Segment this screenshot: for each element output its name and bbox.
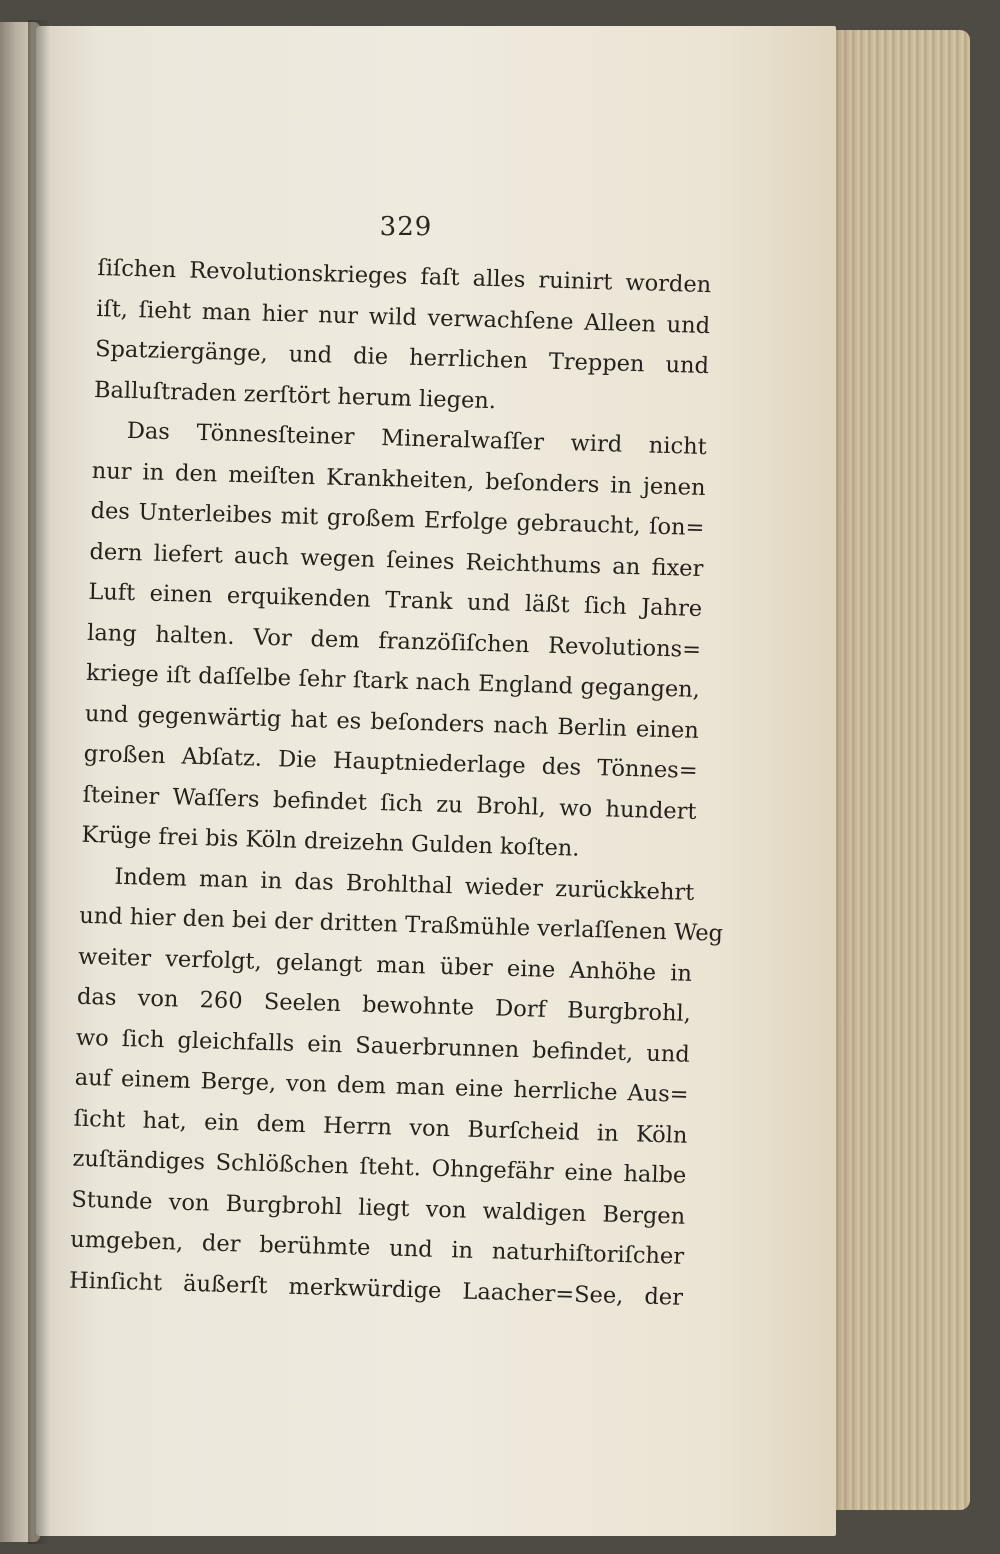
text-line: dern liefert auch wegen ſeines Reichthums an fixer <box>89 538 704 582</box>
text-line: Hinſicht äußerſt merkwürdige Laacher=See, der <box>68 1267 684 1311</box>
page-number: 329 <box>379 212 433 242</box>
text-line: Indem man in das Brohlthal wieder zurückkehrt <box>114 863 695 906</box>
text-line: iſt, ſieht man hier nur wild verwachſene Alleen und <box>95 295 711 339</box>
text-line: weiter verfolgt, gelangt man über eine Anhöhe in <box>77 943 693 987</box>
text-line: Stunde von Burgbrohl liegt von waldigen Bergen <box>71 1186 686 1230</box>
text-line: Spatziergänge, und die herrlichen Treppen und <box>94 335 710 380</box>
text-line: wo ſich gleichfalls ein Sauerbrunnen befindet, und <box>75 1024 691 1068</box>
text-line: und gegenwärtig hat es beſonders nach Berlin einen <box>84 700 700 744</box>
text-line: zuſtändiges Schlößchen ſteht. Ohngefähr eine halbe <box>72 1145 687 1189</box>
text-line: großen Abſatz. Die Hauptniederlage des Tönnes= <box>83 740 698 784</box>
page-text <box>68 248 724 1318</box>
text-line: des Unterleibes mit großem Erfolge gebraucht, ſon= <box>90 497 705 542</box>
text-line: auf einem Berge, von dem man eine herrliche Aus= <box>74 1064 689 1108</box>
spine-shadow <box>28 20 50 1544</box>
text-line: Balluſtraden zerſtört herum liegen. <box>93 376 497 414</box>
book-page <box>36 26 836 1536</box>
text-line: das von 260 Seelen bewohnte Dorf Burgbrohl, <box>76 983 692 1027</box>
text-line: nur in den meiſten Krankheiten, beſonders in jenen <box>91 457 706 501</box>
text-line: kriege iſt daſſelbe ſehr ſtark nach England gegangen, <box>85 659 701 703</box>
text-line: Luft einen erquikenden Trank und läßt ſich Jahre <box>88 578 703 623</box>
text-line: lang halten. Vor dem franzöſiſchen Revolutions= <box>86 619 702 663</box>
text-line: Das Tönnesſteiner Mineralwaſſer wird nicht <box>126 417 708 461</box>
text-line: ſicht hat, ein dem Herrn von Burſcheid in Köln <box>73 1105 688 1149</box>
text-line: Krüge frei bis Köln dreizehn Gulden koſten. <box>81 821 580 862</box>
text-line: ſteiner Waſſers befindet ſich zu Brohl, wo hundert <box>82 781 697 825</box>
text-line: ſiſchen Revolutionskrieges faſt alles ruinirt worden <box>97 254 712 299</box>
text-line: umgeben, der berühmte und in naturhiſtoriſcher <box>69 1226 685 1270</box>
text-line: und hier den bei der dritten Traßmühle verlaſſenen Weg <box>78 902 724 947</box>
